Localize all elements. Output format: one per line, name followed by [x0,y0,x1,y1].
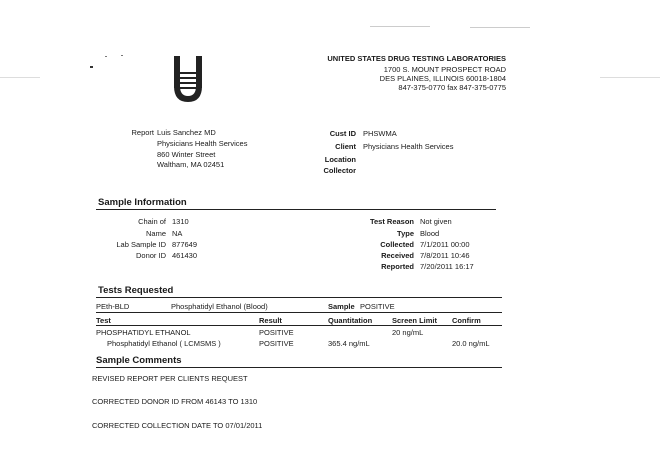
cust-id-label: Cust ID [329,129,356,138]
report-city: Waltham, MA 02451 [157,160,225,169]
comments-rule [96,367,502,368]
chain-of-label: Chain of [138,217,166,226]
col-confirm-header: Confirm [452,316,481,325]
comments-heading: Sample Comments [96,355,182,366]
row-quantitation: 365.4 ng/mL [328,339,370,348]
row-test: Phosphatidyl Ethanol ( LCMSMS ) [107,339,221,348]
lab-phone: 847-375-0770 fax 847-375-0775 [398,83,506,92]
col-screen-limit-header: Screen Limit [392,316,438,325]
row-result: POSITIVE [259,339,294,348]
report-label: Report [131,128,154,137]
tests-heading: Tests Requested [98,285,174,296]
collected-value: 7/1/2011 00:00 [420,240,470,249]
reported-label: Reported [381,262,414,271]
collector-label: Collector [323,166,356,175]
row-test: PHOSPHATIDYL ETHANOL [96,328,191,337]
lab-address-2: DES PLAINES, ILLINOIS 60018-1804 [379,74,506,83]
sample-status-label: Sample [328,302,355,311]
tests-rule-panel [96,312,502,313]
row-screen-limit: 20 ng/mL [392,328,424,337]
panel-code: PEth-BLD [96,302,130,311]
received-label: Received [381,251,414,260]
col-result-header: Result [259,316,282,325]
sample-status-value: POSITIVE [360,302,395,311]
client-label: Client [335,142,356,151]
type-value: Blood [420,229,440,238]
lab-sample-id-label: Lab Sample ID [116,240,166,249]
chain-of-value: 1310 [172,217,189,226]
report-name: Luis Sanchez MD [157,128,216,137]
sample-info-rule [96,209,496,210]
test-reason-value: Not given [420,217,452,226]
lab-address-1: 1700 S. MOUNT PROSPECT ROAD [383,65,506,74]
name-value: NA [172,229,183,238]
client-value: Physicians Health Services [363,142,454,151]
comment-line: CORRECTED DONOR ID FROM 46143 TO 1310 [92,397,258,406]
test-reason-label: Test Reason [369,217,414,226]
location-label: Location [324,155,356,164]
cust-id-value: PHSWMA [363,129,397,138]
lab-logo-icon [170,54,206,104]
name-label: Name [145,229,166,238]
row-confirm: 20.0 ng/mL [452,339,490,348]
reported-value: 7/20/2011 16:17 [420,262,474,271]
report-org: Physicians Health Services [157,139,248,148]
received-value: 7/8/2011 10:46 [420,251,470,260]
type-label: Type [397,229,414,238]
panel-name: Phosphatidyl Ethanol (Blood) [171,302,268,311]
tests-rule-columns [96,325,502,326]
col-test-header: Test [96,316,111,325]
comment-line: REVISED REPORT PER CLIENTS REQUEST [92,374,248,383]
sample-info-heading: Sample Information [98,197,187,208]
tests-rule-top [96,297,502,298]
donor-id-label: Donor ID [135,251,166,260]
report-street: 860 Winter Street [157,150,216,159]
donor-id-value: 461430 [172,251,198,260]
comment-line: CORRECTED COLLECTION DATE TO 07/01/2011 [92,421,263,430]
row-result: POSITIVE [259,328,294,337]
col-quantitation-header: Quantitation [328,316,373,325]
lab-name: UNITED STATES DRUG TESTING LABORATORIES [327,54,506,63]
lab-sample-id-value: 877649 [172,240,198,249]
collected-label: Collected [380,240,414,249]
